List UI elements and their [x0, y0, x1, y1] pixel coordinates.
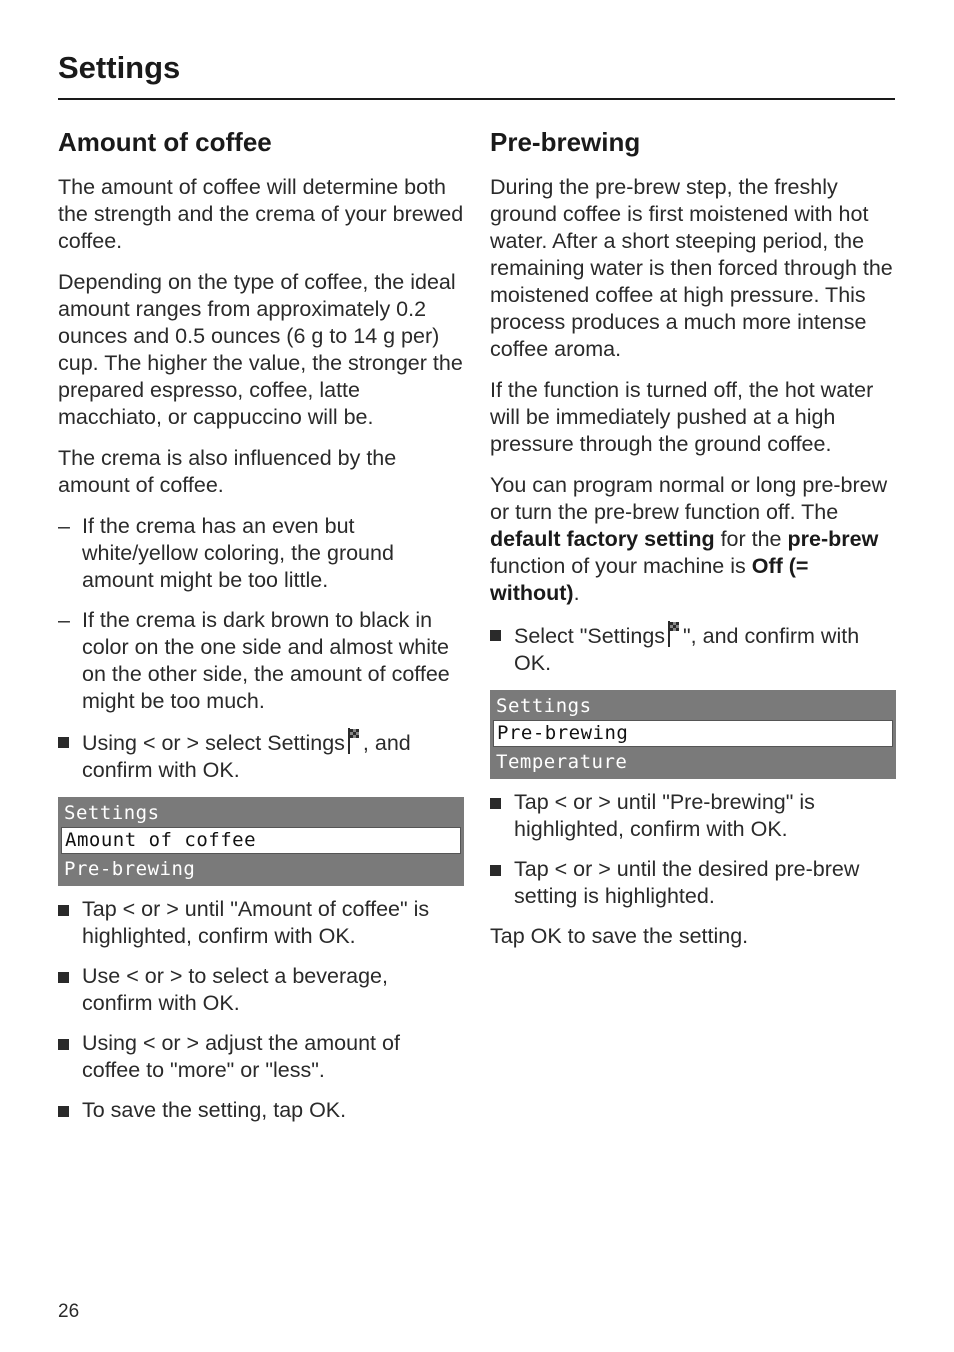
paragraph: The amount of coffee will determine both the strength and the crema of your brewed coffee. [58, 175, 464, 253]
step-text: Select "Settings [514, 624, 666, 648]
step-item [58, 963, 464, 1017]
closing-instruction: Tap OK to save the setting. [490, 924, 749, 948]
section-heading-pre-brewing: Pre-brewing [490, 127, 641, 157]
square-bullet-icon [490, 630, 501, 641]
paragraph: If the function is turned off, the hot water will be immediately pushed at a high pressure through the ground coffee. [490, 378, 874, 456]
step-item [490, 856, 896, 910]
text-run: function of your machine is [490, 554, 752, 578]
page-number: 26 [58, 1301, 80, 1322]
paragraph [490, 472, 896, 607]
step-item [58, 1097, 464, 1124]
step-item [58, 728, 464, 784]
square-bullet-icon [490, 798, 501, 809]
step-text: Tap < or > until "Amount of coffee" is highlighted, confirm with OK. [82, 897, 430, 948]
display-item: Temperature [496, 751, 628, 773]
step-text: Tap < or > until the desired pre-brew setting is highlighted. [514, 857, 860, 908]
display-item: Pre-brewing [64, 858, 196, 880]
page-title: Settings [58, 50, 181, 85]
square-bullet-icon [58, 905, 69, 916]
dash-list-item [58, 607, 464, 715]
square-bullet-icon [58, 972, 69, 983]
section-heading-amount-of-coffee: Amount of coffee [58, 127, 272, 157]
step-text: To save the setting, tap OK. [82, 1098, 347, 1122]
square-bullet-icon [58, 1039, 69, 1050]
text-run: for the [714, 527, 788, 551]
display-title: Settings [496, 695, 592, 717]
step-text: ", and confirm with OK. [514, 624, 860, 675]
bold-text: pre-brew [787, 527, 879, 551]
flag-icon [667, 621, 681, 647]
dash-list-item [58, 513, 464, 594]
dash-marker: – [58, 514, 70, 538]
dash-item-text: If the crema is dark brown to black in color on the one side and almost white on the other side, the amount of coffee might be too much. [82, 608, 450, 713]
step-item [490, 621, 896, 677]
display-screen [490, 690, 896, 779]
step-item [58, 896, 464, 950]
display-selected-item: Amount of coffee [61, 827, 461, 854]
step-item [58, 1030, 464, 1084]
square-bullet-icon [58, 1106, 69, 1117]
step-text: Using < or > adjust the amount of coffee to "more" or "less". [82, 1031, 400, 1082]
square-bullet-icon [490, 865, 501, 876]
step-text: Use < or > to select a beverage, confirm with OK. [82, 964, 388, 1015]
dash-marker: – [58, 608, 70, 632]
paragraph: The crema is also influenced by the amount of coffee. [58, 446, 397, 497]
title-divider [58, 98, 895, 100]
display-selected-item: Pre-brewing [493, 720, 893, 747]
paragraph: Depending on the type of coffee, the ideal amount ranges from approximately 0.2 ounces and 0.5 ounces (6 g to 14 g per) cup. The higher the value, the stronger the prepared espresso, coffee, latte macchiato, or cappuccino will be. [58, 270, 463, 429]
amount-of-coffee-section [58, 124, 464, 1137]
bold-text: Off (= without) [490, 554, 809, 605]
text-run: You can program normal or long pre-brew or turn the pre-brew function off. The [490, 473, 888, 524]
bold-text: default factory setting [490, 527, 715, 551]
display-screen [58, 797, 464, 886]
pre-brewing-section [490, 124, 896, 964]
step-text: Using < or > select Settings [82, 731, 345, 755]
step-text: , and confirm with OK. [82, 731, 411, 782]
paragraph: During the pre-brew step, the freshly ground coffee is first moistened with hot water. After a short steeping period, the remaining water is then forced through the moistened coffee at high pressure. This process produces a much more intense coffee aroma. [490, 175, 893, 361]
dash-item-text: If the crema has an even but white/yellow coloring, the ground amount might be too little. [82, 514, 394, 592]
text-run: . [573, 581, 580, 605]
step-item [490, 789, 896, 843]
flag-icon [347, 728, 361, 754]
square-bullet-icon [58, 737, 69, 748]
display-title: Settings [64, 802, 160, 824]
step-text: Tap < or > until "Pre-brewing" is highlighted, confirm with OK. [514, 790, 815, 841]
